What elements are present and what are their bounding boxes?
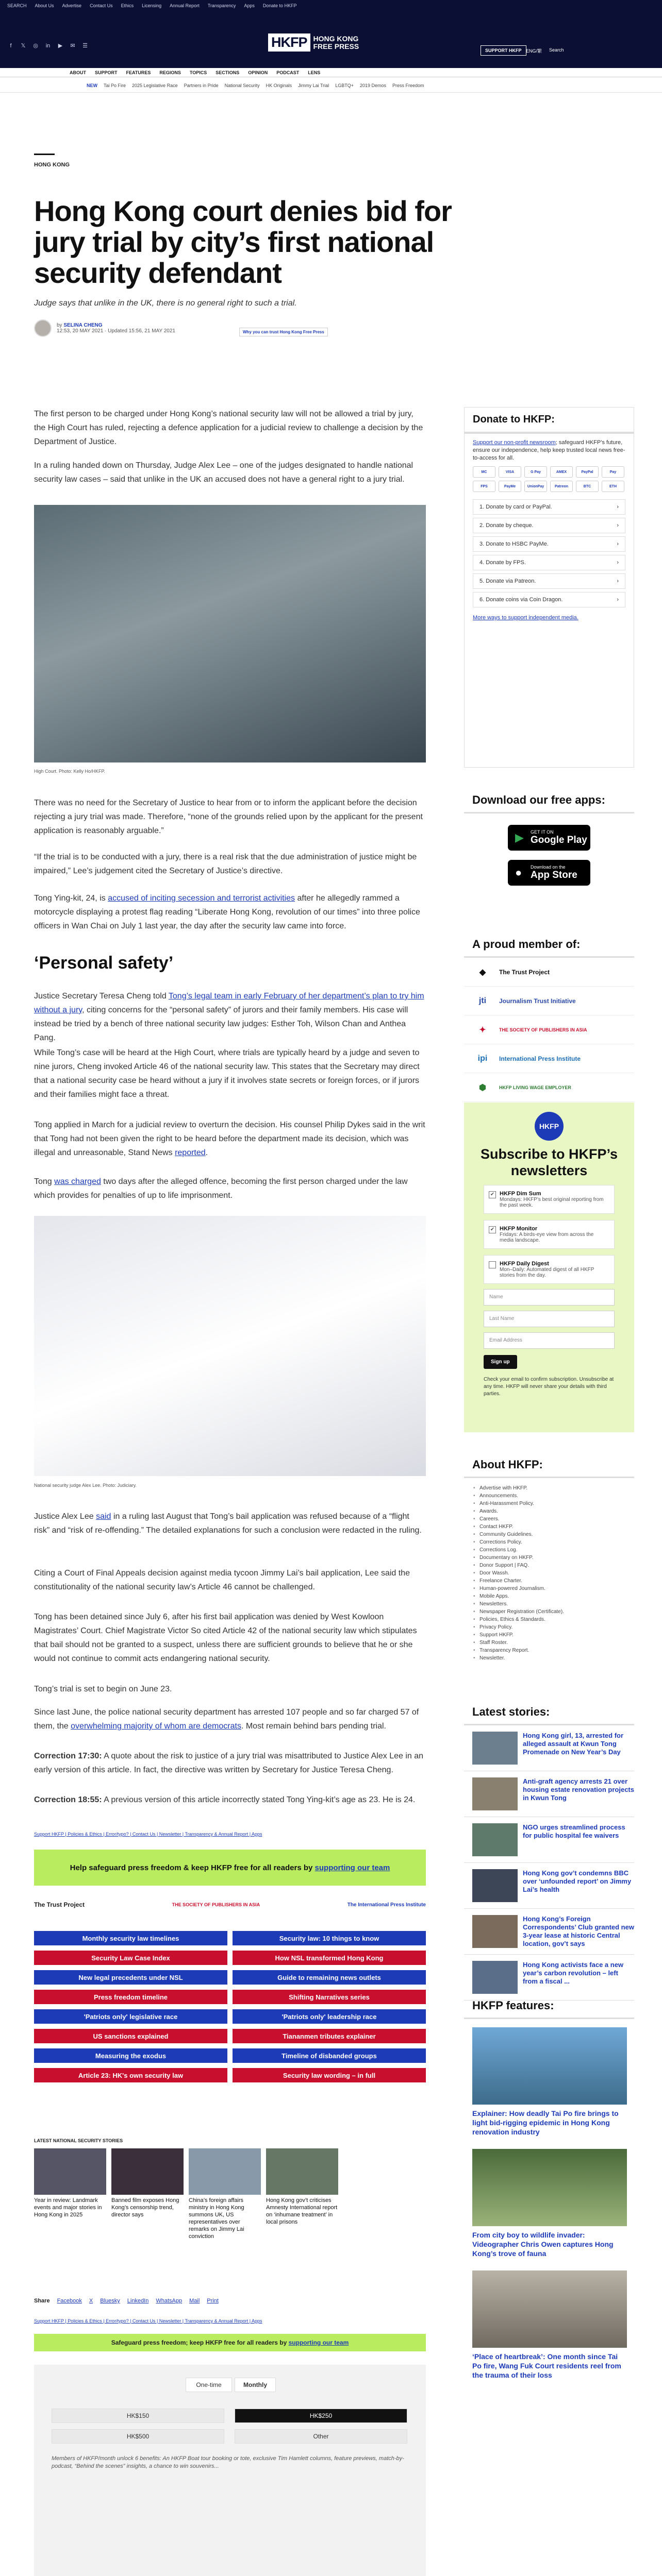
about-link[interactable]: • Mobile Apps. <box>473 1592 634 1600</box>
chevron-right-icon: › <box>617 560 619 566</box>
latest-story-title: Hong Kong girl, 13, arrested for alleged assault at Kwun Tong Promenade on New Year’s Day <box>523 1732 624 1756</box>
author-avatar <box>34 319 52 337</box>
trust-link[interactable]: Why you can trust Hong Kong Free Press <box>239 328 328 336</box>
latest-story-title: Anti-graft agency arrests 21 over housing estate renovation projects in Kwun Tong <box>523 1777 634 1802</box>
member-logo[interactable]: ◆ The Trust Project <box>464 958 634 987</box>
payment-method-icon: G Pay <box>524 466 547 478</box>
features-title: HKFP features: <box>464 1999 634 2019</box>
payment-method-icon: VISA <box>499 466 521 478</box>
topbar-link[interactable]: Transparency <box>207 3 236 8</box>
ns-topic-button[interactable]: Article 23: HK's own security law <box>34 2068 227 2082</box>
app-store-button[interactable]: ● Download on the App Store <box>508 860 590 886</box>
section-label[interactable]: HONG KONG <box>34 162 70 168</box>
paragraph: Justice Alex Lee said in a ruling last August that Tong’s bail application was refused because of a “flight risk” and “risk of re-offending.” The detailed explanations for such a conclusion were redacted in the ruling. <box>34 1512 422 1535</box>
sopa-icon: ✦ <box>479 1025 486 1035</box>
policy-links[interactable]: Support HKFP | Policies & Ethics | Error/typo? | Contact Us | Newsletter | Transparency & Annual Report | Apps <box>34 2318 262 2324</box>
ns-stories-label: LATEST NATIONAL SECURITY STORIES <box>34 2138 123 2143</box>
member-logo[interactable]: ✦ THE SOCIETY OF PUBLISHERS IN ASIA <box>464 1015 634 1044</box>
ns-story[interactable] <box>111 2148 184 2240</box>
about-link[interactable]: • Community Guidelines. <box>473 1531 634 1538</box>
payment-method-icon: BTC <box>576 481 599 492</box>
about-link[interactable]: • Staff Roster. <box>473 1639 634 1647</box>
policy-links[interactable]: Support HKFP | Policies & Ethics | Error/typo? | Contact Us | Newsletter | Transparency & Annual Report | Apps <box>34 1832 262 1837</box>
apple-icon: ● <box>515 866 522 879</box>
support-banner-link[interactable]: supporting our team <box>315 1863 390 1872</box>
about-link[interactable]: • Contact HKFP. <box>473 1523 634 1531</box>
trending-link[interactable]: National Security <box>224 82 260 88</box>
latest-story[interactable] <box>464 1732 634 1771</box>
trending-link[interactable]: 2019 Demos <box>359 82 386 88</box>
publish-date: 12:53, 20 MAY 2021 · Updated 15:56, 21 MAY 2021 <box>57 328 175 334</box>
latest-section <box>464 1705 634 2001</box>
payment-method-icon: UnionPay <box>524 481 547 492</box>
story-thumbnail <box>472 1732 518 1765</box>
about-link[interactable]: • Newsletter. <box>473 1654 634 1662</box>
linkedin-icon[interactable]: in <box>45 43 51 49</box>
ns-topic-button[interactable]: How NSL transformed Hong Kong <box>233 1951 426 1965</box>
article-photo-high-court <box>34 505 426 762</box>
chevron-right-icon: › <box>617 504 619 510</box>
plan-tab-monthly[interactable]: Monthly <box>235 2378 276 2392</box>
ns-topic-button[interactable]: Press freedom timeline <box>34 1990 227 2004</box>
nav-item[interactable]: FEATURES <box>126 70 151 75</box>
story-thumbnail <box>266 2148 338 2195</box>
payment-method-icon: MC <box>473 466 495 478</box>
newsletter-note: Check your email to confirm subscription. Unsubscribe at any time. HKFP will never share your details with third parties. <box>484 1377 614 1397</box>
topbar-link[interactable]: Contact Us <box>90 3 113 8</box>
youtube-icon[interactable]: ▶ <box>58 43 63 49</box>
about-link[interactable]: • Announcements. <box>473 1492 634 1500</box>
nav-item[interactable]: SECTIONS <box>216 70 240 75</box>
ns-topic-button[interactable]: Guide to remaining news outlets <box>233 1970 426 1985</box>
checkbox-checked-icon[interactable]: ✔ <box>489 1226 496 1233</box>
about-link[interactable]: • Advertise with HKFP. <box>473 1484 634 1492</box>
share-whatsapp[interactable]: WhatsApp <box>156 2298 183 2304</box>
facebook-icon[interactable]: f <box>10 43 12 49</box>
latest-story[interactable] <box>464 1869 634 1909</box>
ns-story-title: Hong Kong gov’t criticises Amnesty International report on ‘inhumane treatment’ in local prisons <box>266 2197 338 2225</box>
inline-link[interactable]: Tong’s legal team in early February of her department’s plan to try him without a jury <box>34 992 424 1014</box>
share-bluesky[interactable]: Bluesky <box>100 2298 120 2304</box>
trending-link[interactable]: LGBTQ+ <box>335 82 354 88</box>
apps-title: Download our free apps: <box>464 793 634 814</box>
plan-tab-one-time[interactable]: One-time <box>186 2378 232 2392</box>
google-play-icon: ▶ <box>515 831 524 844</box>
member-logo[interactable]: ipi International Press Institute <box>464 1044 634 1073</box>
donate-option[interactable]: 4. Donate by FPS. › <box>473 555 625 570</box>
latest-story-title: NGO urges streamlined process for public hospital fee waivers <box>523 1823 625 1839</box>
nav-item[interactable]: PODCAST <box>276 70 300 75</box>
donate-option[interactable]: 3. Donate to HSBC PayMe. › <box>473 536 625 552</box>
about-link[interactable]: • Corrections Policy. <box>473 1538 634 1546</box>
trending-bar <box>0 78 662 93</box>
photo-caption: High Court. Photo: Kelly Ho/HKFP. <box>34 769 105 774</box>
partner-logo[interactable]: The International Press Institute <box>347 1902 426 1908</box>
donate-option[interactable]: 1. Donate by card or PayPal. › <box>473 499 625 515</box>
topbar-link[interactable]: Advertise <box>62 3 82 8</box>
ns-topic-button[interactable]: New legal precedents under NSL <box>34 1970 227 1985</box>
payment-method-icon: FPS <box>473 481 495 492</box>
feature-title: Explainer: How deadly Tai Po fire brings to light bid-rigging epidemic in Hong Kong renovation industry <box>472 2109 619 2136</box>
partner-logo[interactable]: The Trust Project <box>34 1901 85 1908</box>
about-link[interactable]: • Freelance Charter. <box>473 1577 634 1585</box>
topbar-link[interactable]: Licensing <box>142 3 162 8</box>
about-link[interactable]: • Anti-Harassment Policy. <box>473 1500 634 1507</box>
trending-link[interactable]: Press Freedom <box>392 82 424 88</box>
trending-link[interactable]: Jimmy Lai Trial <box>298 82 329 88</box>
share-facebook[interactable]: Facebook <box>57 2298 82 2304</box>
ns-stories <box>34 2148 426 2240</box>
paragraph: The first person to be charged under Hong Kong’s national security law will not be allowed a trial by jury, the High Court has ruled, rejecting a defence application for a judicial review to challenge a decision by the Department of Justice. <box>34 410 423 446</box>
inline-link[interactable]: overwhelming majority of whom are democrats <box>71 1722 241 1731</box>
topbar-link[interactable]: Ethics <box>121 3 134 8</box>
section-rule <box>34 154 55 155</box>
checkbox-icon[interactable] <box>489 1261 496 1268</box>
inline-link[interactable]: said <box>96 1512 111 1521</box>
feature-thumbnail <box>472 2149 627 2226</box>
support-banner: Help safeguard press freedom & keep HKFP free for all readers by supporting our team <box>34 1850 426 1886</box>
ns-story-title: Year in review: Landmark events and major stories in Hong Kong in 2025 <box>34 2197 102 2218</box>
donate-text: Support our non-profit newsroom; safeguard HKFP’s future, ensure our independence, help keep trusted local news free-to-access for all. <box>473 439 625 461</box>
ns-topic-button[interactable]: Monthly security law timelines <box>34 1931 227 1945</box>
ns-topic-button[interactable]: Security law wording – in full <box>233 2068 426 2082</box>
section-heading: ‘Personal safety’ <box>34 953 174 973</box>
latest-story-title: Hong Kong’s Foreign Correspondents’ Club granted new 3-year lease at historic Central location, gov’t says <box>523 1915 634 1947</box>
ns-story-title: China’s foreign affairs ministry in Hong Kong summons UK, US representatives over remarks on Jimmy Lai conviction <box>189 2197 244 2240</box>
trending-link[interactable]: Partners in Pride <box>184 82 219 88</box>
donate-box <box>464 407 634 768</box>
paragraph: Since last June, the police national security department has arrested 107 people and so far charged 57 of them, the overwhelming majority of whom are democrats. Most remain behind bars pending trial. <box>34 1708 419 1731</box>
support-link[interactable]: supporting our team <box>288 2339 349 2346</box>
newsletter-title: Subscribe to HKFP’s newsletters <box>480 1146 618 1178</box>
payment-method-icon: PayPal <box>576 466 599 478</box>
correction-note: Correction 18:55: A previous version of this article incorrectly stated Tong Ying-kit’s age as 23. He is 24. <box>34 1795 416 1804</box>
paragraph: There was no need for the Secretary of Justice to hear from or to inform the applicant before the decision rejecting a jury trial was made. Therefore, “none of the grounds relied upon by the applicant for the present application is reasonably arguable.” <box>34 799 423 835</box>
latest-story[interactable] <box>464 1961 634 2001</box>
chevron-right-icon: › <box>617 541 619 547</box>
about-section <box>464 1458 634 1662</box>
ns-story-title: Banned film exposes Hong Kong’s censorship trend, director says <box>111 2197 179 2218</box>
about-link[interactable]: • Donor Support | FAQ. <box>473 1562 634 1569</box>
ns-story[interactable] <box>189 2148 261 2240</box>
paragraph: While Tong’s case will be heard at the High Court, where trials are typically heard by a judge and seven to nine jurors, Cheng invoked Article 46 of the national security law. This states that the Secretary may direct that a national security case be heard without a jury if it involves state secrets or foreign forces, or if jurors and their families might face a threat. <box>34 1048 420 1099</box>
twitter-icon[interactable]: 𝕏 <box>21 43 26 49</box>
newsletter-option[interactable]: ✔ HKFP Dim Sum Mondays: HKFP’s best original reporting from the past week. <box>484 1185 615 1214</box>
email-input[interactable]: Email Address <box>484 1332 615 1349</box>
article-photo-judge <box>34 1216 426 1476</box>
about-link[interactable]: • Awards. <box>473 1507 634 1515</box>
story-thumbnail <box>111 2148 184 2195</box>
feature-thumbnail <box>472 2270 627 2348</box>
national-security-buttons <box>34 1931 426 2082</box>
nav-item[interactable]: OPINION <box>248 70 268 75</box>
social-links <box>7 42 89 49</box>
nav-item[interactable]: REGIONS <box>159 70 181 75</box>
trust-project-icon: ◆ <box>479 968 486 977</box>
nav-item[interactable]: ABOUT <box>70 70 86 75</box>
latest-story-title: Hong Kong activists face a new year’s carbon revolution – left from a fiscal ... <box>523 1961 624 1985</box>
latest-story[interactable] <box>464 1777 634 1817</box>
member-logo[interactable]: jti Journalism Trust Initiative <box>464 987 634 1015</box>
about-link[interactable]: • Corrections Log. <box>473 1546 634 1554</box>
payment-method-icon: AMEX <box>550 466 573 478</box>
share-mail[interactable]: Mail <box>189 2298 200 2304</box>
donate-option[interactable]: 6. Donate coins via Coin Dragon. › <box>473 592 625 607</box>
about-link[interactable]: • Careers. <box>473 1515 634 1523</box>
bottom-support-banner: Safeguard press freedom; keep HKFP free for all readers by supporting our team <box>34 2334 426 2351</box>
payment-method-icon: Patreon <box>550 481 573 492</box>
share-print[interactable]: Print <box>207 2298 219 2304</box>
amount-option[interactable]: HK$500 <box>52 2429 224 2444</box>
about-link[interactable]: • Door Wassh. <box>473 1569 634 1577</box>
topbar-link[interactable]: SEARCH <box>7 3 27 8</box>
logo-mark: HKFP <box>268 33 310 52</box>
signup-button[interactable]: Sign up <box>484 1355 517 1369</box>
ipi-icon: ipi <box>477 1054 488 1063</box>
paragraph: Tong Ying-kit, 24, is accused of inciting secession and terrorist activities after he allegedly rammed a motorcycle displaying a protest flag reading “Liberate Hong Kong, revolution of our times” into three police officers in Wan Chai on July 1 last year, the day after the security law came into force. <box>34 894 420 930</box>
latest-story[interactable] <box>464 1915 634 1955</box>
about-link[interactable]: • Newsletters. <box>473 1600 634 1608</box>
donate-option[interactable]: 5. Donate via Patreon. › <box>473 573 625 589</box>
latest-story-title: Hong Kong gov’t condemns BBC over ‘unfounded report’ on Jimmy Lai’s health <box>523 1869 632 1893</box>
features-section <box>464 1999 634 2384</box>
photo-caption: National security judge Alex Lee. Photo: Judiciary. <box>34 1483 137 1488</box>
about-link[interactable]: • Support HKFP. <box>473 1631 634 1639</box>
ns-story[interactable] <box>266 2148 338 2240</box>
story-thumbnail <box>472 1961 518 1994</box>
partner-logos <box>34 1901 426 1908</box>
member-section <box>464 938 634 1102</box>
inline-link[interactable]: accused of inciting secession and terrorist activities <box>108 894 295 903</box>
paragraph: Citing a Court of Final Appeals decision against media tycoon Jimmy Lai’s bail application, Lee said the constitutionality of the national security law’s Article 46 cannot be challenged. <box>34 1569 410 1591</box>
story-thumbnail <box>34 2148 106 2195</box>
newsletter-signup <box>464 1103 634 1432</box>
language-switch[interactable]: ENG/繁 <box>526 48 542 54</box>
chevron-right-icon: › <box>617 578 619 584</box>
paragraph: Justice Secretary Teresa Cheng told Tong’s legal team in early February of her department’s plan to try him without a jury, citing concerns for the “personal safety” of jurors and their family members. His case will instead be tried by a bench of three national security law judges: Esther Toh, Wilson Chan and Anthea Pang. <box>34 992 424 1042</box>
inline-link[interactable]: reported <box>175 1148 206 1157</box>
about-link[interactable]: • Privacy Policy. <box>473 1623 634 1631</box>
payment-method-icon: PayMe <box>499 481 521 492</box>
apps-section <box>464 793 634 886</box>
latest-title: Latest stories: <box>464 1705 634 1725</box>
newsletter-option[interactable]: ✔ HKFP Monitor Fridays: A birds-eye view from across the media landscape. <box>484 1220 615 1249</box>
hkfp-badge-icon: HKFP <box>535 1112 564 1141</box>
about-links <box>464 1478 634 1662</box>
amount-option[interactable]: HK$150 <box>52 2409 224 2423</box>
byline-prefix: by <box>57 323 62 328</box>
search-link[interactable]: Search <box>549 47 564 53</box>
partner-logo[interactable]: THE SOCIETY OF PUBLISHERS IN ASIA <box>172 1902 260 1907</box>
trending-link[interactable]: 2025 Legislative Race <box>132 82 178 88</box>
story-thumbnail <box>189 2148 261 2195</box>
ns-topic-button[interactable]: Security Law Case Index <box>34 1951 227 1965</box>
share-linkedin[interactable]: LinkedIn <box>127 2298 149 2304</box>
paragraph: Tong has been detained since July 6, after his first bail application was denied by West Kowloon Magistrates’ Court. Chief Magistrate Victor So cited Article 42 of the national security law which stipulates that bail should not be granted to a suspect, unless there are sufficient grounds to believe that he or she would not continue to commit acts endangering national security. <box>34 1613 417 1663</box>
payment-method-icon: Pay <box>602 466 624 478</box>
amount-option-selected[interactable]: HK$250 <box>235 2409 407 2423</box>
payment-method-icon: ETH <box>602 481 624 492</box>
about-link[interactable]: • Documentary on HKFP. <box>473 1554 634 1562</box>
membership-perks: Members of HKFP/month unlock 6 benefits: An HKFP Boat tour booking or tote, exclusive Tim Hamlett columns, feature previews, match-by-podcast, “Behind the scenes” insights, a chance to win souvenirs... <box>52 2455 404 2469</box>
member-logo[interactable]: ⬢ HKFP LIVING WAGE EMPLOYER <box>464 1073 634 1102</box>
topbar-link[interactable]: Annual Report <box>170 3 200 8</box>
about-link[interactable]: • Newspaper Registration (Certificate). <box>473 1608 634 1616</box>
about-link[interactable]: • Policies, Ethics & Standards. <box>473 1616 634 1623</box>
trending-link[interactable]: HK Originals <box>266 82 292 88</box>
feature-card[interactable] <box>464 2027 634 2141</box>
story-thumbnail <box>472 1823 518 1856</box>
email-icon[interactable]: ✉ <box>70 43 75 49</box>
nav-item[interactable]: LENS <box>308 70 321 75</box>
article-subtitle: Judge says that unlike in the UK, there is no general right to such a trial. <box>34 299 297 308</box>
site-logo[interactable] <box>268 33 359 52</box>
share-label: Share <box>34 2298 50 2304</box>
logo-text: HONG KONG FREE PRESS <box>313 34 359 50</box>
story-thumbnail <box>472 1915 518 1948</box>
inline-link[interactable]: was charged <box>54 1177 101 1186</box>
latest-story[interactable] <box>464 1823 634 1863</box>
donate-title: Donate to HKFP: <box>465 408 634 434</box>
paragraph: Tong applied in March for a judicial review to overturn the decision. His counsel Philip Dykes said in the writ that Tong had not been given the right to be heard before the department made its decision, which was illegal and unreasonable, Stand News reported. <box>34 1121 425 1157</box>
nav-item[interactable]: TOPICS <box>189 70 207 75</box>
donate-option[interactable]: 2. Donate by cheque. › <box>473 518 625 533</box>
feature-thumbnail <box>472 2027 627 2105</box>
trending-label: NEW <box>87 82 97 88</box>
ns-topic-button[interactable]: 'Patriots only' legislative race <box>34 2009 227 2024</box>
support-hkfp-button[interactable]: SUPPORT HKFP <box>481 45 526 56</box>
ns-topic-button[interactable]: Timeline of disbanded groups <box>233 2048 426 2063</box>
newsletter-option[interactable]: HKFP Daily Digest Mon–Daily: Automated digest of all HKFP stories from the day. <box>484 1255 615 1284</box>
correction-note: Correction 17:30: A quote about the risk to justice of a jury trial was misattributed to Justice Alex Lee in an early version of this article. In fact, the directive was written by Secretary for Justice Teresa Cheng. <box>34 1752 424 1774</box>
ns-topic-button[interactable]: Measuring the exodus <box>34 2048 227 2063</box>
ns-topic-button[interactable]: 'Patriots only' leadership race <box>233 2009 426 2024</box>
google-play-button[interactable]: ▶ GET IT ON Google Play <box>508 825 590 851</box>
brand-header <box>0 11 662 68</box>
main-nav <box>0 68 662 77</box>
page-title: Hong Kong court denies bid for jury trial by city’s first national security defendant <box>34 195 452 289</box>
last-name-input[interactable]: Last Name <box>484 1311 615 1327</box>
ns-topic-button[interactable]: Security law: 10 things to know <box>233 1931 426 1945</box>
payment-methods <box>465 462 634 496</box>
checkbox-checked-icon[interactable]: ✔ <box>489 1191 496 1198</box>
donate-link[interactable]: Support our non-profit newsroom <box>473 439 556 446</box>
feature-card[interactable] <box>464 2149 634 2262</box>
ns-topic-button[interactable]: Shifting Narratives series <box>233 1990 426 2004</box>
nav-item[interactable]: SUPPORT <box>95 70 118 75</box>
chevron-right-icon: › <box>617 597 619 603</box>
paragraph: Tong was charged two days after the alleged offence, becoming the first person charged under the law which provides for penalties of up to life imprisonment. <box>34 1177 408 1200</box>
byline <box>34 319 175 337</box>
topbar-link[interactable]: About Us <box>35 3 54 8</box>
topbar-link[interactable]: Apps <box>244 3 255 8</box>
first-name-input[interactable]: Name <box>484 1289 615 1306</box>
top-utility-bar <box>0 0 662 11</box>
about-title: About HKFP: <box>464 1458 634 1478</box>
feature-title: From city boy to wildlife invader: Videographer Chris Owen captures Hong Kong’s trove of fauna <box>472 2231 614 2258</box>
topbar-link[interactable]: Donate to HKFP <box>262 3 297 8</box>
feature-card[interactable] <box>464 2270 634 2384</box>
ns-topic-button[interactable]: Tiananmen tributes explainer <box>233 2029 426 2043</box>
jti-icon: jti <box>478 996 487 1005</box>
share-bar <box>34 2298 219 2304</box>
about-link[interactable]: • Human-powered Journalism. <box>473 1585 634 1592</box>
paragraph: In a ruling handed down on Thursday, Judge Alex Lee – one of the judges designated to handle national security law cases – said that unlike in the UK an accused does not have a general right to a jury trial. <box>34 461 413 484</box>
feature-title: ‘Place of heartbreak’: One month since Tai Po fire, Wang Fuk Court residents reel from the trauma of their loss <box>472 2352 621 2379</box>
ns-story[interactable] <box>34 2148 106 2240</box>
donate-options <box>465 499 634 607</box>
instagram-icon[interactable]: ◎ <box>33 43 38 49</box>
paragraph: Tong’s trial is set to begin on June 23. <box>34 1685 172 1693</box>
trending-link[interactable]: Tai Po Fire <box>104 82 126 88</box>
chevron-right-icon: › <box>617 522 619 529</box>
author-link[interactable]: SELINA CHENG <box>63 323 103 328</box>
membership-widget <box>34 2365 426 2576</box>
member-title: A proud member of: <box>464 938 634 958</box>
story-thumbnail <box>472 1777 518 1810</box>
story-thumbnail <box>472 1869 518 1902</box>
ns-topic-button[interactable]: US sanctions explained <box>34 2029 227 2043</box>
amount-option[interactable]: Other <box>235 2429 407 2444</box>
about-link[interactable]: • Transparency Report. <box>473 1647 634 1654</box>
rss-icon[interactable]: ☰ <box>82 43 88 49</box>
paragraph: “If the trial is to be conducted with a jury, there is a real risk that the due administration of justice might be impaired,” Lee’s judgement cited the Secretary of Justice’s directive. <box>34 853 417 875</box>
share-x[interactable]: X <box>89 2298 93 2304</box>
more-ways-link[interactable]: More ways to support independent media. <box>473 615 578 621</box>
living-wage-icon: ⬢ <box>479 1083 486 1092</box>
